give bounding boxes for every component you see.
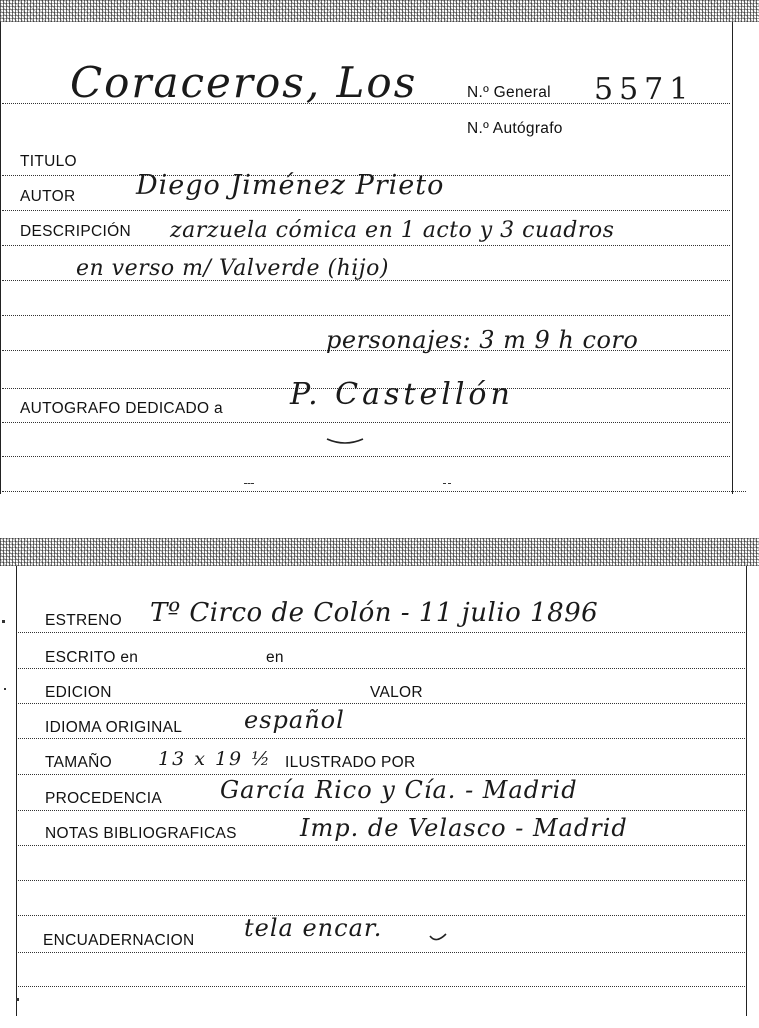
procedencia-value: García Rico y Cía. - Madrid bbox=[220, 776, 578, 804]
ruled-line bbox=[2, 315, 730, 316]
flourish-mark bbox=[325, 435, 365, 447]
en-label: en bbox=[266, 649, 284, 666]
descripcion-line-2: en verso m/ Valverde (hijo) bbox=[76, 256, 389, 281]
escrito-label: ESCRITO en bbox=[45, 649, 139, 666]
ruled-line bbox=[18, 952, 745, 953]
ruled-line bbox=[18, 845, 745, 846]
tamano-value: 13 x 19 ½ bbox=[158, 748, 272, 770]
descripcion-line-1: zarzuela cómica en 1 acto y 3 cuadros bbox=[170, 218, 615, 243]
scan-speck bbox=[4, 688, 6, 690]
tamano-label: TAMAÑO bbox=[45, 754, 112, 771]
scan-speck bbox=[2, 620, 5, 623]
n-general-value: 5571 bbox=[594, 72, 695, 107]
notas-value: Imp. de Velasco - Madrid bbox=[300, 814, 628, 842]
procedencia-label: PROCEDENCIA bbox=[45, 790, 162, 807]
valor-label: VALOR bbox=[370, 684, 423, 701]
ruled-line bbox=[18, 810, 745, 811]
titulo-label: TITULO bbox=[20, 153, 77, 170]
ruled-line bbox=[2, 456, 730, 457]
ruled-line bbox=[2, 245, 730, 246]
dedicado-value: P. Castellón bbox=[290, 377, 514, 412]
personajes-note: personajes: 3 m 9 h coro bbox=[326, 326, 639, 354]
scan-noise-top bbox=[0, 0, 759, 22]
handwritten-title: Coraceros, Los bbox=[70, 58, 418, 107]
ruled-line bbox=[18, 668, 745, 669]
encuadernacion-label: ENCUADERNACION bbox=[43, 932, 195, 949]
scan-mark bbox=[443, 483, 451, 484]
ruled-line bbox=[2, 210, 730, 211]
scan-speck bbox=[16, 998, 19, 1001]
idioma-value: español bbox=[244, 706, 345, 734]
n-autografo-label: N.º Autógrafo bbox=[467, 120, 563, 137]
flourish-mark bbox=[428, 932, 448, 946]
ruled-line bbox=[18, 986, 745, 987]
idioma-label: IDIOMA ORIGINAL bbox=[45, 719, 183, 736]
ruled-line bbox=[18, 880, 745, 881]
ruled-line bbox=[18, 738, 745, 739]
scan-mark bbox=[244, 483, 254, 484]
ilustrado-label: ILUSTRADO POR bbox=[285, 754, 416, 771]
dedicado-label: AUTOGRAFO DEDICADO a bbox=[20, 400, 223, 417]
ruled-line bbox=[18, 632, 745, 633]
ruled-line bbox=[2, 422, 730, 423]
scan-noise-middle bbox=[0, 538, 759, 566]
autor-value: Diego Jiménez Prieto bbox=[136, 170, 445, 201]
descripcion-label: DESCRIPCIÓN bbox=[20, 223, 131, 240]
notas-label: NOTAS BIBLIOGRAFICAS bbox=[45, 825, 237, 842]
autor-label: AUTOR bbox=[20, 188, 76, 205]
ruled-line bbox=[18, 774, 745, 775]
n-general-label: N.º General bbox=[467, 84, 551, 101]
ruled-line bbox=[2, 491, 746, 492]
encuadernacion-value: tela encar. bbox=[244, 914, 383, 942]
estreno-value: Tº Circo de Colón - 11 julio 1896 bbox=[150, 598, 599, 628]
estreno-label: ESTRENO bbox=[45, 612, 123, 629]
ruled-line bbox=[18, 703, 745, 704]
edicion-label: EDICION bbox=[45, 684, 112, 701]
